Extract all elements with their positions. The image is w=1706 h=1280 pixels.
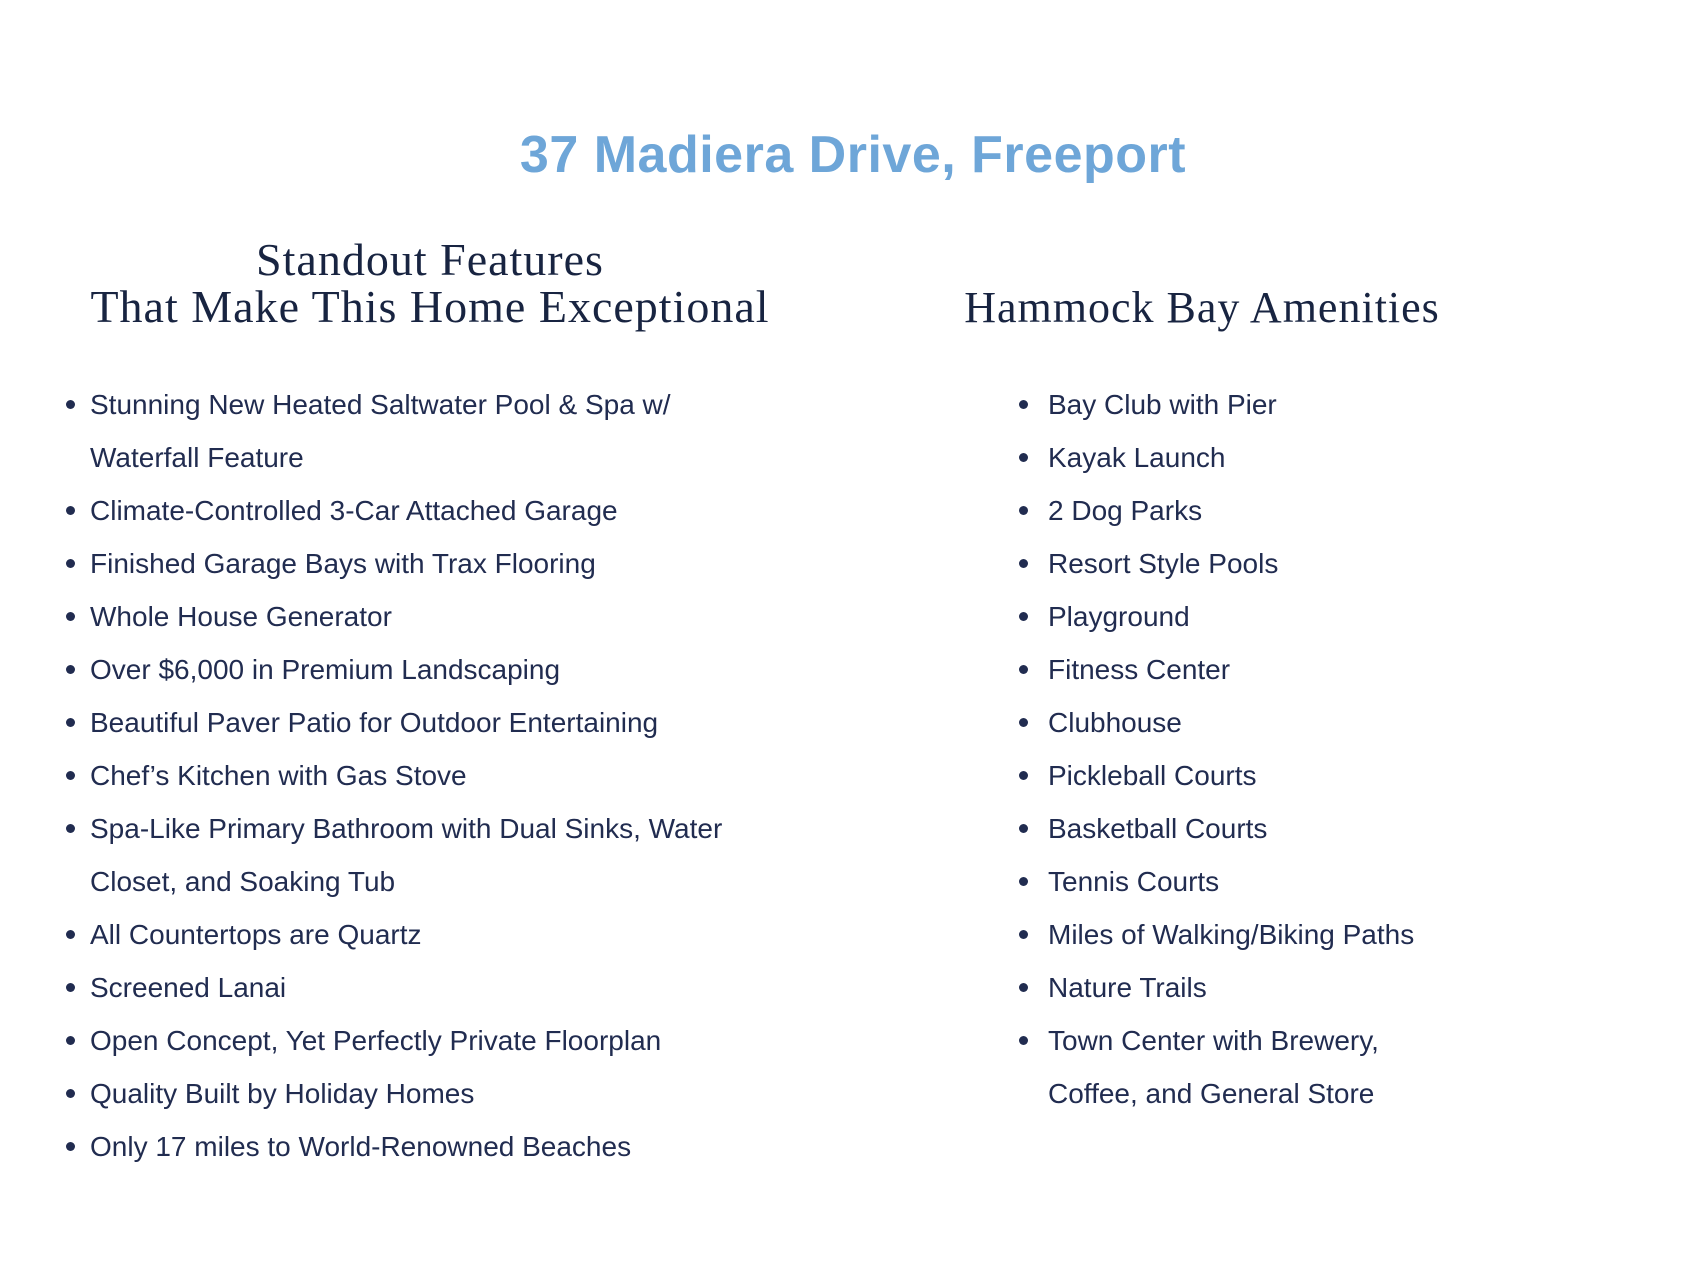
list-item: Beautiful Paver Patio for Outdoor Entertaining — [62, 696, 742, 749]
list-item: Whole House Generator — [62, 590, 742, 643]
list-item: Open Concept, Yet Perfectly Private Floorplan — [62, 1014, 742, 1067]
list-item: Clubhouse — [1014, 696, 1434, 749]
list-item: Playground — [1014, 590, 1434, 643]
list-item: All Countertops are Quartz — [62, 908, 742, 961]
standout-features-heading — [30, 236, 830, 330]
list-item: Fitness Center — [1014, 643, 1434, 696]
list-item: Screened Lanai — [62, 961, 742, 1014]
standout-features-list — [62, 378, 742, 1173]
standout-features-heading-line1: Standout Features — [256, 234, 604, 285]
list-item: Bay Club with Pier — [1014, 378, 1434, 431]
list-item: Kayak Launch — [1014, 431, 1434, 484]
list-item: Only 17 miles to World-Renowned Beaches — [62, 1120, 742, 1173]
list-item: Finished Garage Bays with Trax Flooring — [62, 537, 742, 590]
list-item: Spa-Like Primary Bathroom with Dual Sinks, Water Closet, and Soaking Tub — [62, 802, 742, 908]
list-item: Nature Trails — [1014, 961, 1434, 1014]
list-item: Pickleball Courts — [1014, 749, 1434, 802]
list-item: Resort Style Pools — [1014, 537, 1434, 590]
list-item: Quality Built by Holiday Homes — [62, 1067, 742, 1120]
standout-features-heading-line2: That Make This Home Exceptional — [90, 281, 770, 332]
list-item: Miles of Walking/Biking Paths — [1014, 908, 1434, 961]
list-item: Town Center with Brewery, Coffee, and General Store — [1014, 1014, 1434, 1120]
list-item: Basketball Courts — [1014, 802, 1434, 855]
list-item: 2 Dog Parks — [1014, 484, 1434, 537]
list-item: Over $6,000 in Premium Landscaping — [62, 643, 742, 696]
list-item: Climate-Controlled 3-Car Attached Garage — [62, 484, 742, 537]
page-title: 37 Madiera Drive, Freeport — [519, 126, 1187, 184]
amenities-list — [1014, 378, 1434, 1120]
amenities-heading: Hammock Bay Amenities — [964, 283, 1440, 332]
list-item: Stunning New Heated Saltwater Pool & Spa w/ Waterfall Feature — [62, 378, 742, 484]
list-item: Chef’s Kitchen with Gas Stove — [62, 749, 742, 802]
list-item: Tennis Courts — [1014, 855, 1434, 908]
